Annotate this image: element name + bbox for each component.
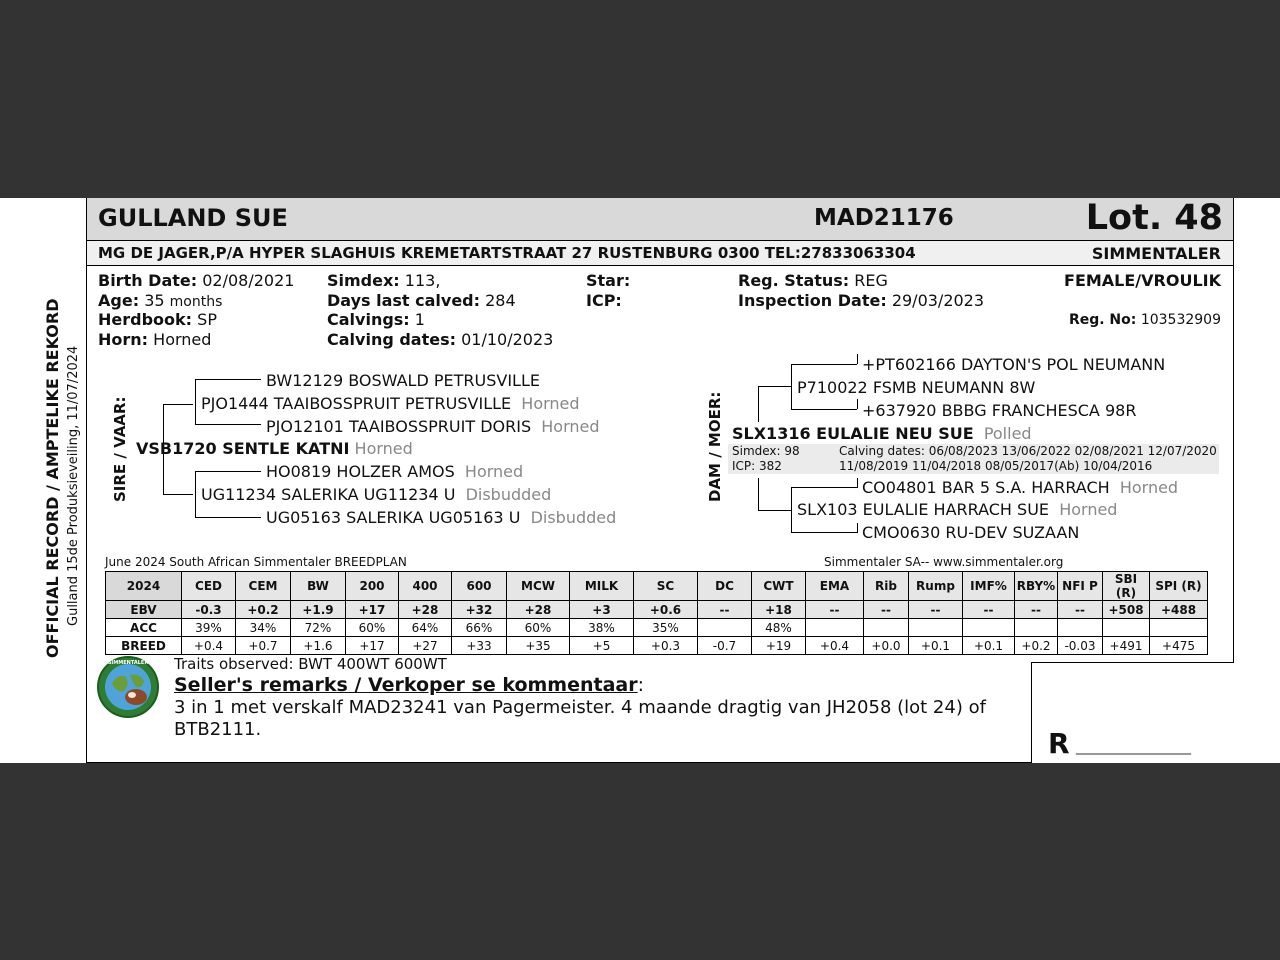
table-cell: BW — [291, 572, 346, 601]
table-cell: +0.3 — [634, 637, 698, 655]
table-cell: 38% — [570, 619, 634, 637]
lot-number: Lot. 48 — [1085, 198, 1223, 238]
age: Age: 35 months — [98, 291, 223, 310]
table-cell: +27 — [399, 637, 452, 655]
table-cell: 35% — [634, 619, 698, 637]
days-last-calved: Days last calved: 284 — [327, 291, 516, 310]
table-cell: IMF% — [963, 572, 1015, 601]
sire-gs-bracket-bottom — [195, 424, 261, 425]
sire-gd-bracket-vertical — [195, 471, 196, 517]
dam-bracket-lower-vertical — [758, 478, 759, 510]
table-cell: -- — [806, 601, 864, 619]
lot-card — [0, 198, 1280, 763]
table-cell: +19 — [752, 637, 806, 655]
sex-label: FEMALE/VROULIK — [1064, 271, 1221, 290]
table-cell: +0.4 — [182, 637, 236, 655]
table-cell: 200 — [346, 572, 399, 601]
table-cell: -0.03 — [1058, 637, 1103, 655]
table-cell: +0.6 — [634, 601, 698, 619]
table-cell: +28 — [507, 601, 570, 619]
row-label-cell: EBV — [106, 601, 182, 619]
sire-gd-bracket-top — [195, 471, 261, 472]
sire-gd-bracket-bottom — [195, 517, 261, 518]
table-cell: +488 — [1150, 601, 1208, 619]
table-cell: +0.0 — [864, 637, 909, 655]
dam-icp: ICP: 382 — [732, 459, 782, 473]
table-cell: NFI P — [1058, 572, 1103, 601]
frame-bottom-border — [86, 762, 1032, 763]
dam-simdex: Simdex: 98 — [732, 444, 800, 458]
table-cell: 60% — [346, 619, 399, 637]
table-cell: CWT — [752, 572, 806, 601]
dam-info-box — [728, 444, 1219, 474]
row-label-cell: 2024 — [106, 572, 182, 601]
table-cell: SPI (R) — [1150, 572, 1208, 601]
table-cell: +0.1 — [909, 637, 963, 655]
dam-gd-bracket-top — [791, 487, 857, 488]
animal-name: GULLAND SUE — [98, 204, 288, 232]
dam-gs-bracket-tick-bottom — [857, 399, 858, 409]
table-cell: RBY% — [1015, 572, 1058, 601]
sire-gs-bracket-vertical — [195, 379, 196, 424]
reg-status: Reg. Status: REG — [738, 271, 888, 290]
dam-calving-dates-2: 11/08/2019 11/04/2018 08/05/2017(Ab) 10/04/2016 — [839, 459, 1153, 473]
seller-remarks-title: Seller's remarks / Verkoper se kommentaar: — [174, 674, 645, 696]
svg-text:SIMMENTALER: SIMMENTALER — [107, 660, 149, 666]
table-cell: +5 — [570, 637, 634, 655]
table-cell: +17 — [346, 637, 399, 655]
owner-bar — [87, 241, 1233, 266]
table-cell: Rib — [864, 572, 909, 601]
frame-right-border — [1233, 198, 1234, 662]
table-cell: MILK — [570, 572, 634, 601]
dam-ggd1: +637920 BBBG FRANCHESCA 98R — [862, 401, 1137, 420]
dam-gd-bracket-bottom — [791, 532, 857, 533]
dam-ggd2: CMO0630 RU-DEV SUZAAN — [862, 523, 1080, 542]
dam-bracket-upper-vertical — [758, 386, 759, 422]
breedplan-caption: June 2024 South African Simmentaler BREEDPLAN — [105, 555, 407, 569]
table-cell: +1.6 — [291, 637, 346, 655]
table-cell — [864, 619, 909, 637]
table-cell — [698, 619, 752, 637]
breedplan-table — [105, 571, 1208, 655]
sire-ggd2: UG05163 SALERIKA UG05163 U Disbudded — [266, 508, 617, 527]
table-cell: SC — [634, 572, 698, 601]
table-cell: +491 — [1103, 637, 1150, 655]
dam-name: SLX1316 EULALIE NEU SUE Polled — [732, 424, 1032, 443]
table-cell: -0.3 — [182, 601, 236, 619]
sire-ggd1: PJO12101 TAAIBOSSPRUIT DORIS Horned — [266, 417, 600, 436]
table-cell: DC — [698, 572, 752, 601]
sire-grandsire: PJO1444 TAAIBOSSPRUIT PETRUSVILLE Horned — [201, 394, 580, 413]
price-box — [1031, 662, 1234, 763]
table-cell: +3 — [570, 601, 634, 619]
dam-ggs1: +PT602166 DAYTON'S POL NEUMANN — [862, 355, 1166, 374]
inspection-date: Inspection Date: 29/03/2023 — [738, 291, 985, 310]
table-cell: +32 — [452, 601, 507, 619]
table-cell: +0.4 — [806, 637, 864, 655]
table-cell: -- — [698, 601, 752, 619]
dam-gs-bracket-tick-top — [857, 354, 858, 364]
table-cell — [806, 619, 864, 637]
sale-label: Gulland 15de Produksieveiling, 11/07/2024 — [66, 345, 81, 626]
table-cell: +0.2 — [1015, 637, 1058, 655]
sire-label: SIRE / VAAR: — [111, 396, 129, 502]
table-row — [106, 637, 1208, 655]
table-cell: +33 — [452, 637, 507, 655]
title-bar — [87, 198, 1233, 241]
sire-bracket-bottom — [163, 494, 193, 495]
table-cell: 60% — [507, 619, 570, 637]
table-cell — [1150, 619, 1208, 637]
calvings: Calvings: 1 — [327, 310, 425, 329]
animal-id: MAD21176 — [814, 205, 954, 231]
sire-ggs1: BW12129 BOSWALD PETRUSVILLE — [266, 371, 540, 390]
table-cell: 66% — [452, 619, 507, 637]
table-cell: +0.7 — [236, 637, 291, 655]
simmentaler-logo — [96, 655, 160, 719]
table-cell: +17 — [346, 601, 399, 619]
table-cell — [1058, 619, 1103, 637]
dam-bracket-upper-top — [758, 386, 791, 387]
dam-label: DAM / MOER: — [706, 391, 724, 502]
table-cell: 39% — [182, 619, 236, 637]
dam-gs-bracket-vertical — [791, 364, 792, 410]
sire-granddam: UG11234 SALERIKA UG11234 U Disbudded — [201, 485, 552, 504]
table-cell: 48% — [752, 619, 806, 637]
table-cell — [909, 619, 963, 637]
table-cell: +35 — [507, 637, 570, 655]
table-cell: SBI (R) — [1103, 572, 1150, 601]
table-cell: 72% — [291, 619, 346, 637]
table-cell: -- — [1058, 601, 1103, 619]
dam-ggs2: CO04801 BAR 5 S.A. HARRACH Horned — [862, 478, 1179, 497]
frame-left-border — [86, 198, 87, 763]
table-cell: EMA — [806, 572, 864, 601]
birth-date: Birth Date: 02/08/2021 — [98, 271, 295, 290]
table-cell: +508 — [1103, 601, 1150, 619]
dam-gd-bracket-tick-bottom — [857, 523, 858, 533]
table-cell: CED — [182, 572, 236, 601]
table-row — [106, 619, 1208, 637]
table-cell: 34% — [236, 619, 291, 637]
table-header-row — [106, 572, 1208, 601]
table-cell: +28 — [399, 601, 452, 619]
dam-gs-bracket-top — [791, 364, 857, 365]
dam-grandsire: P710022 FSMB NEUMANN 8W — [797, 378, 1036, 397]
table-cell: Rump — [909, 572, 963, 601]
icp-label: ICP: — [586, 291, 622, 310]
dam-gd-bracket-vertical — [791, 487, 792, 533]
seller-remarks-line-1: 3 in 1 met verskalf MAD23241 van Pagermeister. 4 maande dragtig van JH2058 (lot 24) of — [174, 697, 986, 718]
table-cell — [963, 619, 1015, 637]
simdex: Simdex: 113, — [327, 271, 441, 290]
horn-status: Horn: Horned — [98, 330, 212, 349]
table-cell — [1103, 619, 1150, 637]
table-cell: MCW — [507, 572, 570, 601]
calving-dates: Calving dates: 01/10/2023 — [327, 330, 554, 349]
owner-info: MG DE JAGER,P/A HYPER SLAGHUIS KREMETARTSTRAAT 27 RUSTENBURG 0300 TEL:27833063304 — [98, 244, 916, 262]
dam-bracket-lower-bottom — [758, 510, 791, 511]
dam-gs-bracket-bottom — [791, 409, 857, 410]
dam-calving-dates-1: Calving dates: 06/08/2023 13/06/2022 02/08/2021 12/07/2020 — [839, 444, 1217, 458]
table-cell: -- — [1015, 601, 1058, 619]
price-blank-line[interactable]: ___________________ — [1076, 739, 1190, 755]
table-cell: 600 — [452, 572, 507, 601]
table-cell: -- — [864, 601, 909, 619]
seller-remarks-line-2: BTB2111. — [174, 719, 262, 740]
row-label-cell: ACC — [106, 619, 182, 637]
table-cell: -- — [963, 601, 1015, 619]
dam-gd-bracket-tick-top — [857, 478, 858, 488]
currency-symbol: R — [1048, 727, 1070, 760]
dam-granddam: SLX103 EULALIE HARRACH SUE Horned — [797, 500, 1118, 519]
table-cell: +475 — [1150, 637, 1208, 655]
table-cell: 64% — [399, 619, 452, 637]
sire-bracket-top — [163, 404, 193, 405]
table-cell: CEM — [236, 572, 291, 601]
herdbook: Herdbook: SP — [98, 310, 217, 329]
table-cell: +1.9 — [291, 601, 346, 619]
sire-name: VSB1720 SENTLE KATNI Horned — [136, 439, 413, 458]
traits-observed: Traits observed: BWT 400WT 600WT — [174, 655, 447, 673]
table-cell: 400 — [399, 572, 452, 601]
row-label-cell: BREED — [106, 637, 182, 655]
sire-gs-bracket-top — [195, 379, 261, 380]
star-label: Star: — [586, 271, 631, 290]
breedplan-website: Simmentaler SA-- www.simmentaler.org — [824, 555, 1064, 569]
table-row — [106, 601, 1208, 619]
breed-label: SIMMENTALER — [1091, 244, 1221, 263]
table-cell: -- — [909, 601, 963, 619]
official-record-label: OFFICIAL RECORD / AMPTELIKE REKORD — [43, 298, 62, 658]
sire-ggs2: HO0819 HOLZER AMOS Horned — [266, 462, 524, 481]
table-cell: +0.1 — [963, 637, 1015, 655]
table-cell: -0.7 — [698, 637, 752, 655]
table-cell: +0.2 — [236, 601, 291, 619]
table-cell — [1015, 619, 1058, 637]
table-cell: +18 — [752, 601, 806, 619]
registration-number: Reg. No: 103532909 — [1068, 312, 1221, 328]
